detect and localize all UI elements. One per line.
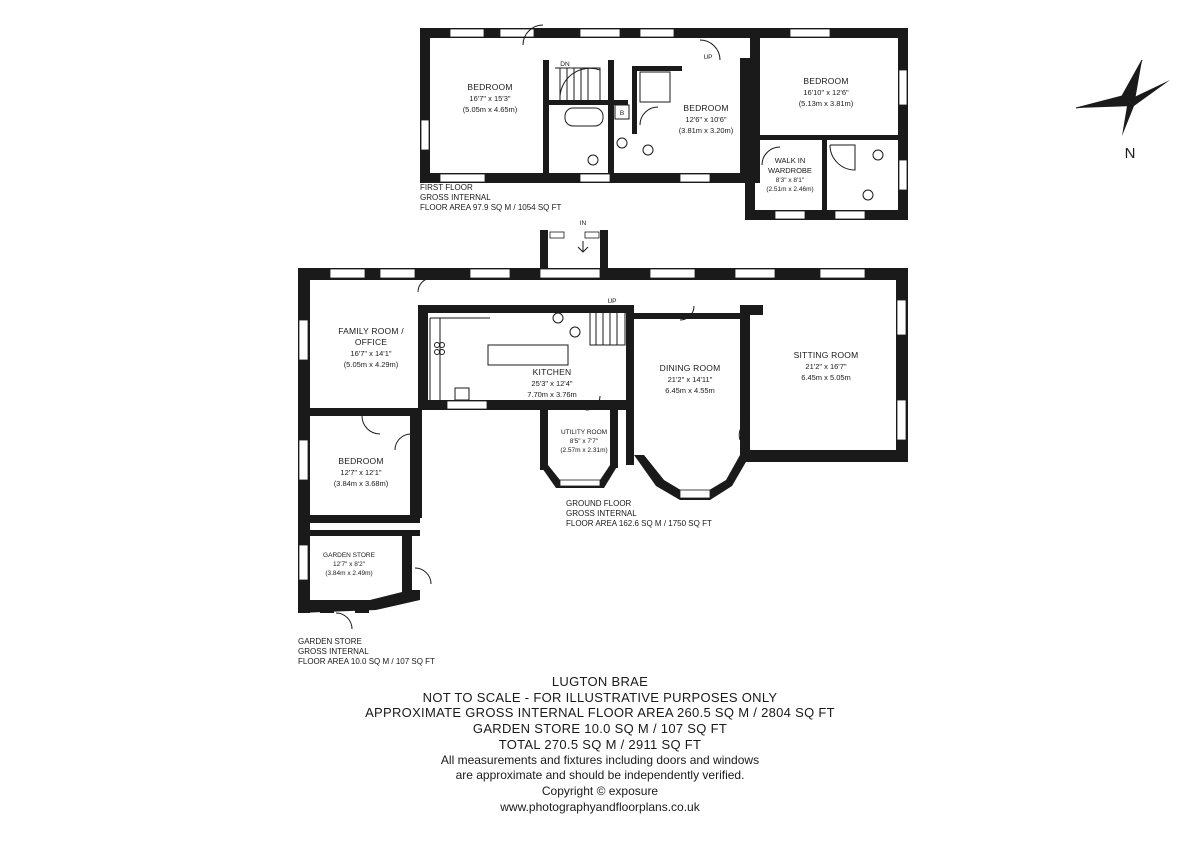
room-family-room-dim-metric: (5.05m x 4.29m) — [343, 360, 399, 369]
room-ground-bedroom-name: BEDROOM — [338, 456, 384, 466]
room-bedroom-3-dim-metric: (5.13m x 3.81m) — [798, 99, 854, 108]
room-bedroom-1-dim-imperial: 16'7" x 15'3" — [469, 94, 511, 103]
room-sitting-room-dim-imperial: 21'2" x 16'7" — [805, 362, 847, 371]
ground-floor-area-line-1: GROUND FLOOR — [566, 499, 632, 508]
room-family-room-name2: OFFICE — [354, 337, 388, 347]
website-link[interactable]: www.photographyandfloorplans.co.uk — [500, 799, 700, 814]
ground-floor-area-line-2: GROSS INTERNAL — [566, 509, 637, 518]
room-walk-in-name: WALK IN — [774, 156, 806, 165]
room-kitchen-name: KITCHEN — [532, 367, 572, 377]
room-utility-dim-imperial: 8'5" x 7'7" — [569, 438, 599, 445]
room-family-room-name: FAMILY ROOM / — [338, 326, 404, 336]
room-bedroom-1-dim-metric: (5.05m x 4.65m) — [462, 105, 518, 114]
first-floor-area-line-2: GROSS INTERNAL — [420, 193, 491, 202]
room-bedroom-3-dim-imperial: 16'10" x 12'6" — [803, 88, 849, 97]
ground-floor-up-marker: UP — [607, 298, 617, 305]
compass-rose-icon — [1076, 60, 1170, 162]
first-floor-area-line-3: FLOOR AREA 97.9 SQ M / 1054 SQ FT — [420, 203, 562, 212]
room-family-room-dim-imperial: 16'7" x 14'1" — [350, 349, 392, 358]
copyright-notice: Copyright © exposure — [541, 783, 659, 798]
ground-floor-plan — [298, 220, 908, 666]
room-bedroom-3-name: BEDROOM — [803, 76, 849, 86]
first-floor-area-line-1: FIRST FLOOR — [420, 183, 473, 192]
plan-footer — [300, 674, 900, 815]
garden-store-area-line-1: GARDEN STORE — [298, 637, 362, 646]
garden-store-area-line-2: GROSS INTERNAL — [298, 647, 369, 656]
property-name: LUGTON BRAE — [551, 674, 649, 689]
room-sitting-room-dim-metric: 6.45m x 5.05m — [801, 373, 851, 382]
garden-store-area-line-3: FLOOR AREA 10.0 SQ M / 107 SQ FT — [298, 657, 435, 666]
garden-store-area-summary: GARDEN STORE 10.0 SQ M / 107 SQ FT — [472, 721, 728, 737]
measurement-note-line-2: are approximate and should be independently verified. — [455, 768, 745, 783]
room-walk-in-dim-imperial: 8'3" x 8'1" — [775, 177, 805, 184]
room-kitchen-dim-imperial: 25'3" x 12'4" — [531, 379, 573, 388]
room-bedroom-2-dim-metric: (3.81m x 3.20m) — [678, 126, 734, 135]
room-dining-room-name: DINING ROOM — [659, 363, 721, 373]
first-floor-up-marker: UP — [703, 54, 713, 61]
boiler-label: B — [619, 110, 625, 117]
room-garden-store-name: GARDEN STORE — [323, 552, 375, 559]
measurement-note-line-1: All measurements and fixtures including doors and windows — [440, 752, 760, 767]
ground-floor-area-line-3: FLOOR AREA 162.6 SQ M / 1750 SQ FT — [566, 519, 712, 528]
gross-area-summary: APPROXIMATE GROSS INTERNAL FLOOR AREA 260.5 SQ M / 2804 SQ FT — [365, 705, 835, 721]
room-utility-name: UTILITY ROOM — [560, 429, 608, 436]
room-ground-bedroom-dim-metric: (3.84m x 3.68m) — [333, 479, 389, 488]
room-bedroom-2-name: BEDROOM — [683, 103, 729, 113]
entrance-in-marker: IN — [579, 220, 587, 227]
room-walk-in-name2: WARDROBE — [768, 166, 812, 175]
room-bedroom-2-dim-imperial: 12'6" x 10'6" — [685, 115, 727, 124]
room-bedroom-1-name: BEDROOM — [467, 82, 513, 92]
room-ground-bedroom-dim-imperial: 12'7" x 12'1" — [340, 468, 382, 477]
room-dining-room-dim-imperial: 21'2" x 14'11" — [667, 375, 713, 384]
room-sitting-room-name: SITTING ROOM — [793, 350, 859, 360]
room-kitchen-dim-metric: 7.70m x 3.76m — [527, 390, 577, 399]
scale-disclaimer: NOT TO SCALE - FOR ILLUSTRATIVE PURPOSES ONLY — [422, 689, 778, 705]
room-utility-dim-metric: (2.57m x 2.31m) — [560, 447, 608, 454]
first-floor-down-marker: DN — [560, 61, 570, 68]
compass-north-label: N — [1124, 145, 1136, 162]
room-garden-store-dim-imperial: 12'7" x 8'2" — [332, 561, 366, 568]
total-area-summary: TOTAL 270.5 SQ M / 2911 SQ FT — [498, 736, 702, 752]
room-dining-room-dim-metric: 6.45m x 4.55m — [665, 386, 715, 395]
room-walk-in-dim-metric: (2.51m x 2.46m) — [766, 186, 814, 193]
first-floor-plan — [420, 25, 908, 220]
room-garden-store-dim-metric: (3.84m x 2.49m) — [325, 570, 373, 577]
